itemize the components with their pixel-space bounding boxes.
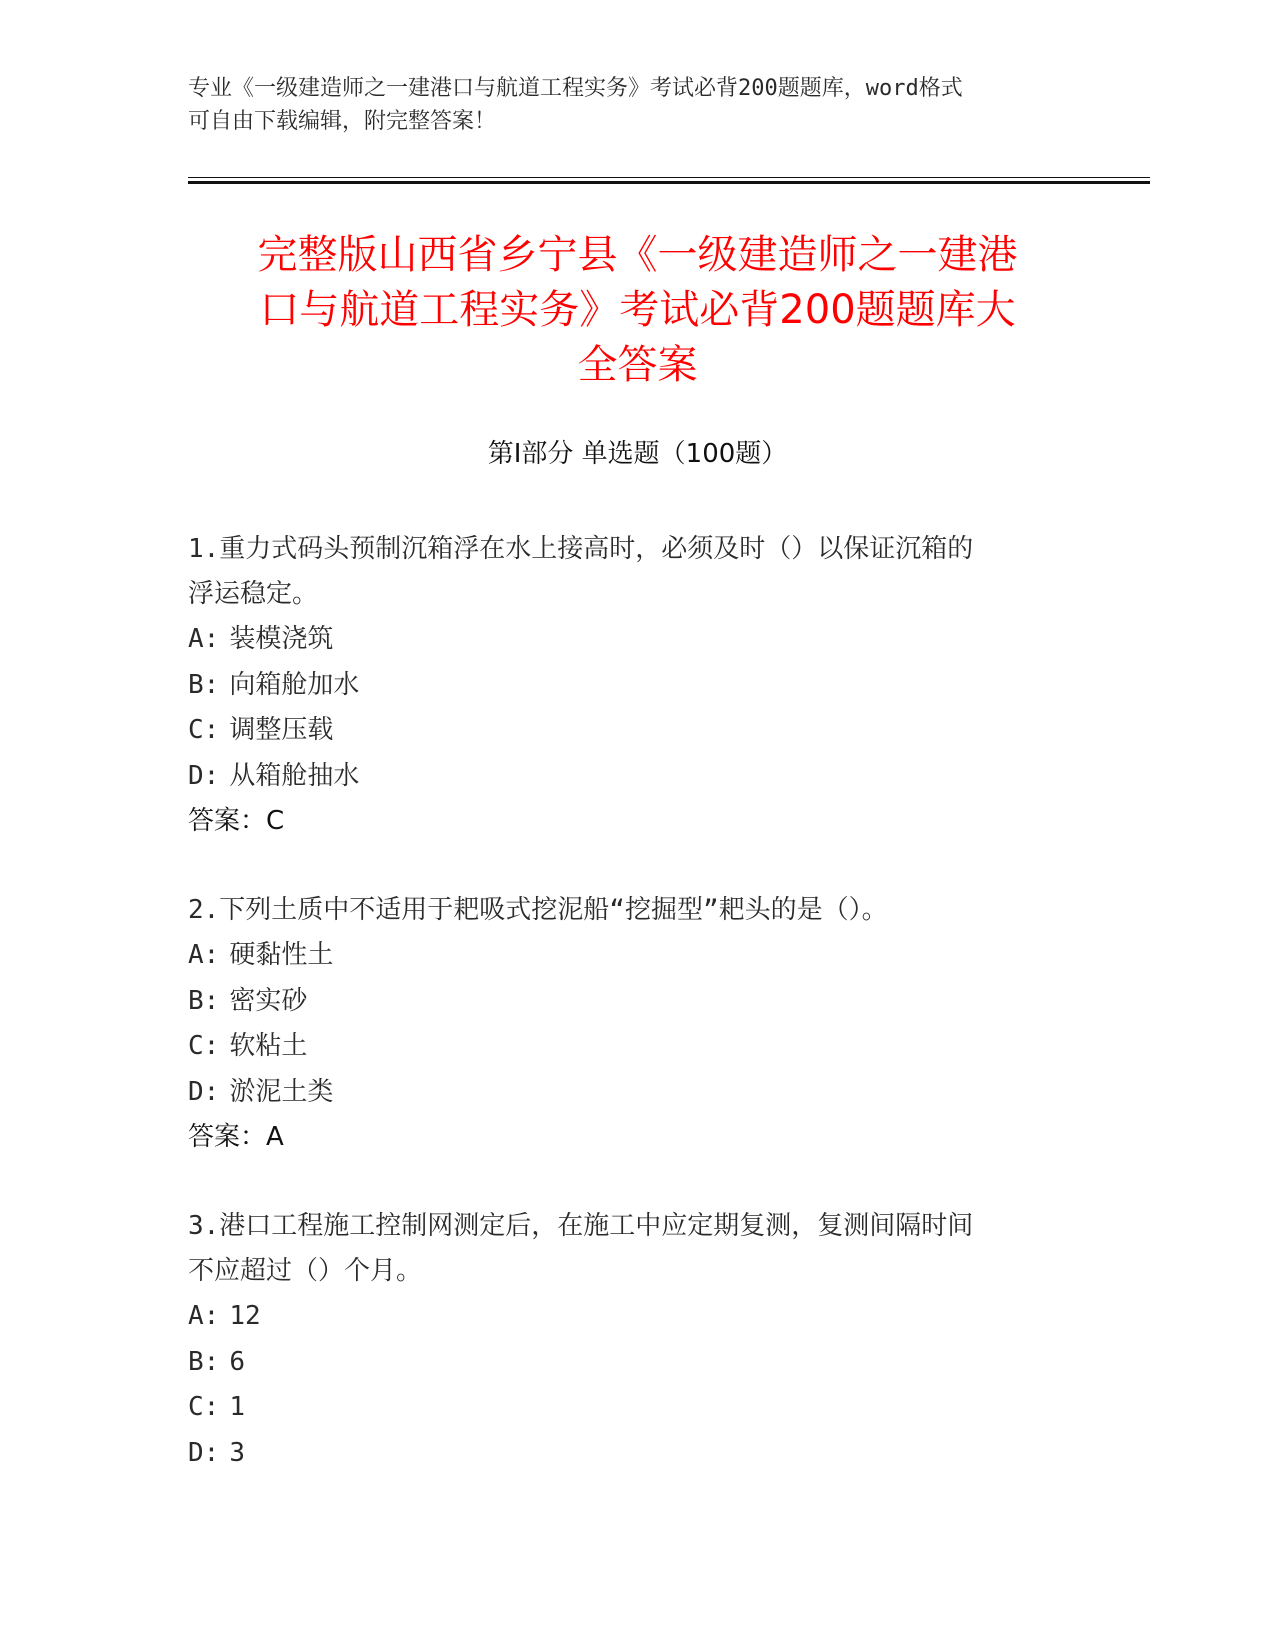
option-text: 6 xyxy=(229,1346,245,1377)
question-1-text-line-1: 1.重力式码头预制沉箱浮在水上接高时，必须及时（）以保证沉箱的 xyxy=(188,534,974,564)
option-key: A: xyxy=(188,624,220,654)
question-2-option-b xyxy=(188,979,1088,1025)
option-text: 从箱舱抽水 xyxy=(229,760,360,791)
option-key: D: xyxy=(188,1437,220,1468)
question-2-option-a xyxy=(188,933,1088,979)
question-1-answer: 答案：C xyxy=(188,806,285,836)
option-text: 软粘土 xyxy=(229,1031,308,1061)
header-divider-thick xyxy=(188,181,1150,184)
question-3-text-line-1: 3.港口工程施工控制网测定后，在施工中应定期复测，复测间隔时间 xyxy=(188,1211,974,1241)
question-3-option-d xyxy=(188,1431,1088,1477)
question-2-text-line-1: 2.下列土质中不适用于耙吸式挖泥船“挖掘型”耙头的是（）。 xyxy=(188,895,888,925)
document-title xyxy=(150,228,1125,393)
question-1 xyxy=(188,527,1088,844)
question-3 xyxy=(188,1204,1088,1476)
question-2-option-d xyxy=(188,1070,1088,1116)
question-1-option-d xyxy=(188,754,1088,800)
header-note xyxy=(188,72,1088,138)
question-2-option-c xyxy=(188,1024,1088,1070)
question-3-option-a xyxy=(188,1294,1088,1340)
question-2-answer: 答案：A xyxy=(188,1122,284,1152)
option-key: A: xyxy=(188,940,220,970)
option-text: 淤泥土类 xyxy=(229,1076,334,1107)
question-1-option-a xyxy=(188,617,1088,663)
section-heading: 第Ⅰ部分 单选题（100题） xyxy=(487,439,788,469)
question-1-option-c xyxy=(188,708,1088,754)
question-list xyxy=(188,527,1088,1520)
question-3-text-line-2: 不应超过（）个月。 xyxy=(188,1256,423,1286)
option-text: 硬黏性土 xyxy=(229,940,334,970)
question-3-option-c xyxy=(188,1385,1088,1431)
option-key: A: xyxy=(188,1301,220,1331)
option-key: C: xyxy=(188,1031,220,1061)
option-key: D: xyxy=(188,1076,220,1107)
question-3-option-b xyxy=(188,1340,1088,1386)
document-title-line-2: 口与航道工程实务》考试必背200题题库大 xyxy=(259,287,1016,333)
question-1-option-b xyxy=(188,663,1088,709)
option-text: 3 xyxy=(229,1437,245,1468)
question-2 xyxy=(188,888,1088,1160)
option-text: 密实砂 xyxy=(229,985,308,1016)
option-key: C: xyxy=(188,1392,220,1422)
question-1-text-line-2: 浮运稳定。 xyxy=(188,579,319,609)
option-key: B: xyxy=(188,985,220,1016)
document-title-line-1: 完整版山西省乡宁县《一级建造师之一建港 xyxy=(257,232,1018,278)
option-text: 12 xyxy=(229,1301,261,1331)
option-key: C: xyxy=(188,715,220,745)
header-note-line-2: 可自由下载编辑，附完整答案！ xyxy=(188,109,497,134)
option-text: 调整压载 xyxy=(229,715,334,745)
option-key: D: xyxy=(188,760,220,791)
option-text: 向箱舱加水 xyxy=(229,669,360,700)
option-text: 装模浇筑 xyxy=(229,624,334,654)
option-key: B: xyxy=(188,1346,220,1377)
header-divider-thin xyxy=(188,177,1150,178)
option-key: B: xyxy=(188,669,220,700)
header-note-line-1: 专业《一级建造师之一建港口与航道工程实务》考试必背200题题库，word格式 xyxy=(188,76,963,101)
option-text: 1 xyxy=(229,1392,245,1422)
document-title-line-3: 全答案 xyxy=(577,342,698,388)
